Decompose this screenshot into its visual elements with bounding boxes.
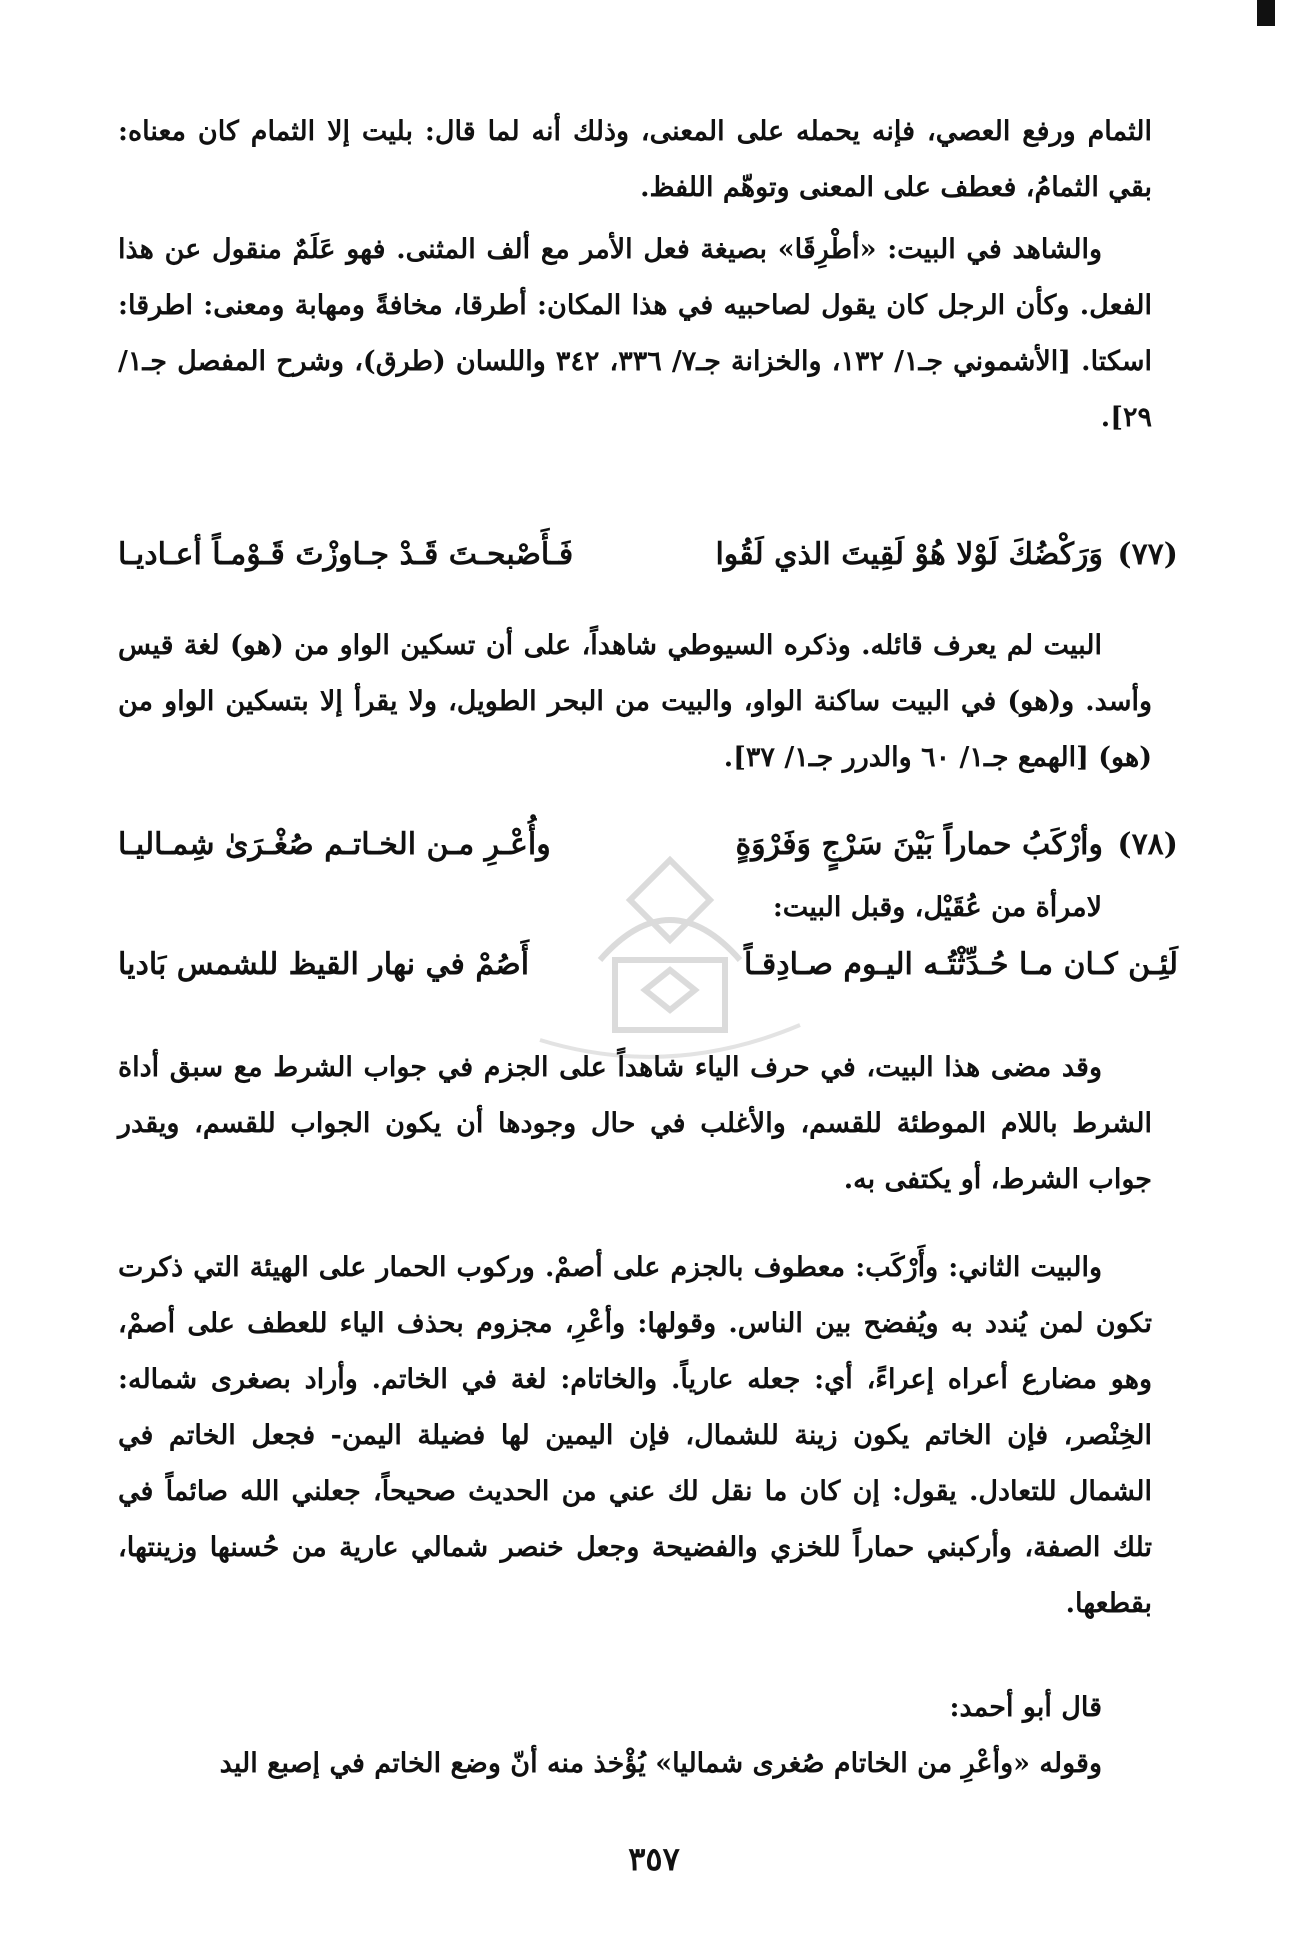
paragraph-3-text: البيت لم يعرف قائله. وذكره السيوطي شاهداً، على أن تسكين الواو من (هو) لغة قيس وأسد. و(هو) في البيت ساكنة الواو، والبيت من البحر الطويل، ولا يقرأ إلا بتسكين الواو من (هو) [الهمع جـ١/ ٦٠ والدرر جـ١/ ٣٧]. bbox=[118, 630, 1152, 773]
verse-78-number: (٧٨) bbox=[1117, 827, 1178, 862]
paragraph-5-text: والبيت الثاني: وأَرْكَب: معطوف بالجزم على أصمْ. وركوب الحمار على الهيئة التي ذكرت تكون لمن يُندد به ويُفضح بين الناس. وقولها: وأعْرِ، مجزوم بحذف الياء للعطف على أصمْ، وهو مضارع أعراه إعراءً، أي: جعله عارياً. والخاتام: لغة في الخاتم. وأراد بصغرى شماله: الخِنْصر، فإن الخاتم يكون زينة للشمال، فإن اليمين لها فضيلة اليمن- فجعل الخاتم في الشمال للتعادل. يقول: إن كان ما نقل لك عني من الحديث صحيحاً، جعلني الله صائماً في تلك الصفة، وأركبني حماراً للخزي والفضيحة وجعل خنصر شمالي عارية من حُسنها وزينتها، بقطعها. bbox=[118, 1252, 1152, 1619]
paragraph-4-text: وقد مضى هذا البيت، في حرف الياء شاهداً على الجزم في جواب الشرط مع سبق أداة الشرط باللام الموطئة للقسم، والأغلب في حال وجودها أن يكون الجواب للقسم، ويقدر جواب الشرط، أو يكتفى به. bbox=[118, 1052, 1152, 1195]
speaker-line bbox=[118, 1680, 1152, 1736]
paragraph-2 bbox=[118, 222, 1152, 446]
paragraph-1 bbox=[118, 104, 1152, 216]
paragraph-5 bbox=[118, 1240, 1152, 1632]
paragraph-6-text: وقوله «وأعْرِ من الخاتام صُغرى شماليا» يُؤْخذ منه أنّ وضع الخاتم في إصبع اليد bbox=[219, 1748, 1102, 1779]
verse-77-second-hemistich: فَـأَصْبحـتَ قَـدْ جـاوزْتَ قَـوْمـاً أعـاديـا bbox=[118, 537, 574, 572]
verse-77 bbox=[118, 525, 1178, 585]
paragraph-4 bbox=[118, 1040, 1152, 1208]
verse-78-first-hemistich: وأرْكَبُ حماراً بَيْنَ سَرْجٍ وَفَرْوَةٍ bbox=[735, 827, 1103, 862]
page-number: ٣٥٧ bbox=[628, 1840, 680, 1878]
library-seal-watermark bbox=[520, 840, 820, 1070]
paragraph-3 bbox=[118, 618, 1152, 786]
speaker-line-text: قال أبو أحمد: bbox=[949, 1692, 1102, 1723]
paragraph-2-text: والشاهد في البيت: «أطْرِقَا» بصيغة فعل الأمر مع ألف المثنى. فهو عَلَمٌ منقول عن هذا الفعل. وكأن الرجل كان يقول لصاحبيه في هذا المكان: أطرقا، مخافةً ومهابة ومعنى: اطرقا: اسكتا. [الأشموني جـ١/ ١٣٢، والخزانة جـ٧/ ٣٣٦، ٣٤٢ واللسان (طرق)، وشرح المفصل جـ١/ ٢٩]. bbox=[118, 234, 1152, 433]
verse-78-second-hemistich: وأُعْـرِ مـن الخـاتـم صُغْـرَىٰ شِمـاليـا bbox=[118, 827, 551, 862]
paragraph-6 bbox=[118, 1736, 1152, 1792]
page-corner-mark bbox=[1257, 0, 1275, 26]
verse-77-first-hemistich: وَرَكْضُكَ لَوْلا هُوْ لَقِيتَ الذي لَقُوا bbox=[715, 537, 1103, 572]
verse-preceding-second-hemistich: أَصُمْ في نهار القيظ للشمس بَاديا bbox=[118, 947, 530, 982]
paragraph-1-text: الثمام ورفع العصي، فإنه يحمله على المعنى، وذلك أنه لما قال: بليت إلا الثمام كان معناه: بقي الثمامُ، فعطف على المعنى وتوهّم اللفظ. bbox=[118, 116, 1152, 203]
verse-78-intro-text: لامرأة من عُقَيْل، وقبل البيت: bbox=[772, 892, 1102, 923]
verse-preceding-first-hemistich: لَئِـن كـان مـا حُـدِّثْتُـه اليـوم صـادِقـاً bbox=[743, 947, 1178, 982]
verse-77-number: (٧٧) bbox=[1117, 537, 1178, 572]
